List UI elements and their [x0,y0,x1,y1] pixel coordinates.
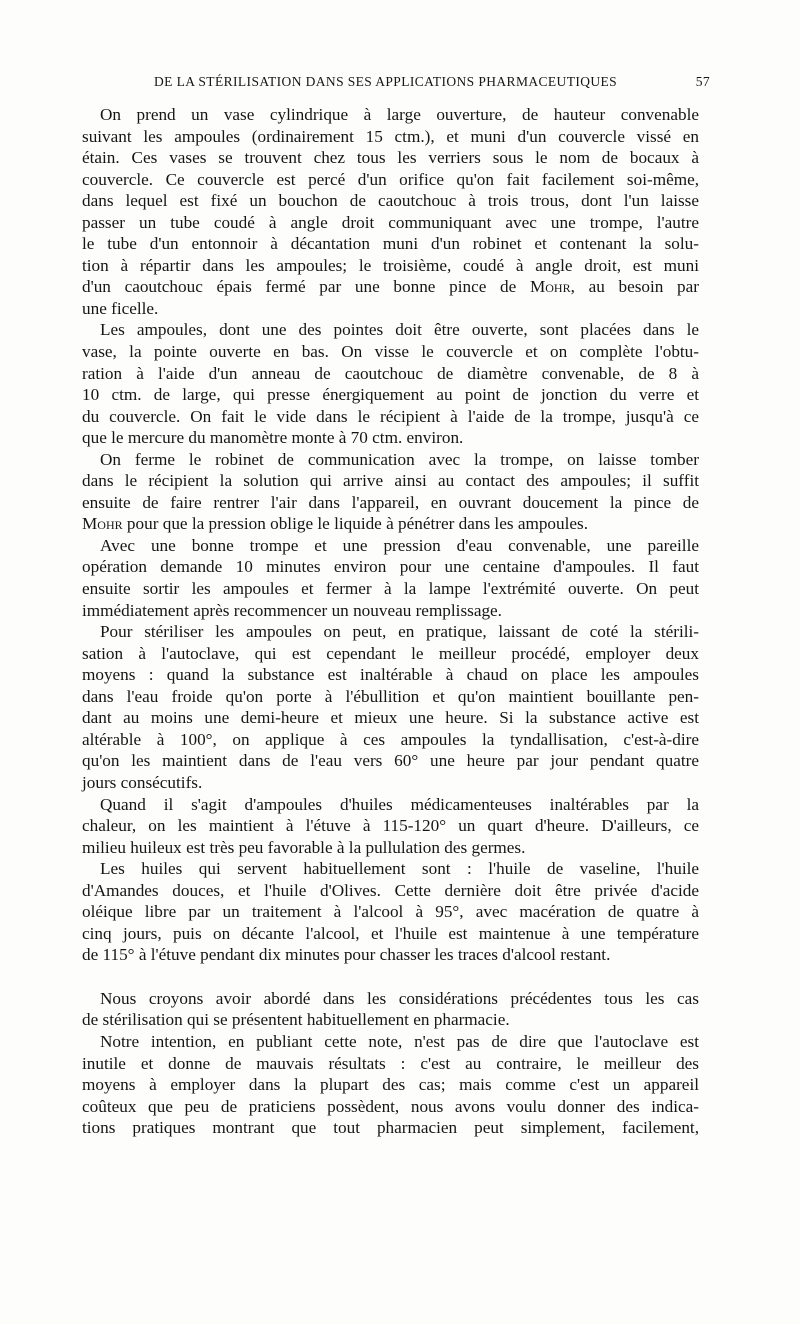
paragraph [82,104,699,319]
text-line: sation à l'autoclave, qui est cependant le meilleur procédé, employer deux [82,643,699,663]
text-line: tion à répartir dans les ampoules; le troisième, coudé à angle droit, est muni [82,255,699,275]
paragraph [82,794,699,859]
text-line: du couvercle. On fait le vide dans le récipient à l'aide de la trompe, jusqu'à ce [82,406,699,426]
paragraph [82,1031,699,1139]
text-line: immédiatement après recommencer un nouveau remplissage. [82,600,502,620]
paragraph [82,319,699,448]
text-line: ensuite sortir les ampoules et fermer à la lampe l'extrémité ouverte. On peut [82,579,699,599]
text-line: On prend un vase cylindrique à large ouverture, de hauteur convenable [100,105,699,124]
text-line: dant au moins une demi-heure et mieux une heure. Si la substance active est [82,708,699,728]
text-line: Notre intention, en publiant cette note, n'est pas de dire que l'autoclave est [100,1031,699,1051]
text-line: passer un tube coudé à angle droit communiquant avec une trompe, l'autre [82,212,699,232]
text-line: opération demande 10 minutes environ pour une centaine d'ampoules. Il faut [82,557,699,577]
paragraph [82,449,699,535]
text-line: jours consécutifs. [82,772,203,792]
text-line: que le mercure du manomètre monte à 70 ctm. environ. [82,428,464,448]
text-line: suivant les ampoules (ordinairement 15 ctm.), et muni d'un couvercle vissé en [82,126,699,146]
text-line: milieu huileux est très peu favorable à la pullulation des germes. [82,837,526,857]
text-line: ration à l'aide d'un anneau de caoutchouc de diamètre convenable, de 8 à [82,363,699,383]
text-line: Nous croyons avoir abordé dans les considérations précédentes tous les cas [100,988,699,1008]
section-break [82,966,699,988]
text-line: altérable à 100°, on applique à ces ampoules la tyndallisation, c'est-à-dire [82,729,699,749]
page-number: 57 [695,74,710,89]
text-line: 10 ctm. de large, qui presse énergiquement au point de jonction du verre et [82,385,699,405]
text-line: dans l'eau froide qu'on porte à l'ébullition et qu'on maintient bouillante pen- [82,686,699,706]
text-line: cinq jours, puis on décante l'alcool, et l'huile est maintenue à une température [82,923,699,943]
text-line: une ficelle. [82,298,159,318]
text-line: oléique libre par un traitement à l'alcool à 95°, avec macération de quatre à [82,902,699,922]
text-line: dans lequel est fixé un bouchon de caoutchouc à trois trous, dont l'un laisse [82,191,699,211]
paragraph [82,621,699,793]
text-line: Quand il s'agit d'ampoules d'huiles médicamenteuses inaltérables par la [100,794,699,814]
text-line: de 115° à l'étuve pendant dix minutes pour chasser les traces d'alcool restant. [82,945,611,965]
text-line: moyens : quand la substance est inaltérable à chaud on place les ampoules [82,665,699,685]
text-line: ensuite de faire rentrer l'air dans l'appareil, en ouvrant doucement la pince de [82,492,699,512]
text-line: étain. Ces vases se trouvent chez tous les verriers sous le nom de bocaux à [82,148,699,168]
text-line: le tube d'un entonnoir à décantation muni d'un robinet et contenant la solu- [82,234,699,254]
text-line: d'Amandes douces, et l'huile d'Olives. Cette dernière doit être privée d'acide [82,880,699,900]
text-line: chaleur, on les maintient à l'étuve à 115-120° un quart d'heure. D'ailleurs, ce [82,816,699,836]
text-line: Mohr pour que la pression oblige le liquide à pénétrer dans les ampoules. [82,514,588,534]
paragraph [82,858,699,966]
text-line: qu'on les maintient dans de l'eau vers 60° une heure par jour pendant quatre [82,751,699,771]
text-line: de stérilisation qui se présentent habituellement en pharmacie. [82,1010,510,1030]
text-line: coûteux que peu de praticiens possèdent, nous avons voulu donner des indica- [82,1096,699,1116]
text-line: vase, la pointe ouverte en bas. On visse le couvercle et on complète l'obtu- [82,342,699,362]
body-text [82,104,699,1139]
text-line: tions pratiques montrant que tout pharmacien peut simplement, facilement, [82,1118,699,1138]
text-line: On ferme le robinet de communication avec la trompe, on laisse tomber [100,449,699,469]
running-header [82,74,710,94]
paragraph [82,535,699,621]
text-line: Avec une bonne trompe et une pression d'eau convenable, une pareille [100,535,699,555]
text-line: d'un caoutchouc épais fermé par une bonne pince de Mohr, au besoin par [82,277,700,297]
paragraph [82,988,699,1031]
text-line: moyens à employer dans la plupart des cas; mais comme c'est un appareil [82,1075,699,1095]
text-line: Pour stériliser les ampoules on peut, en pratique, laissant de coté la stérili- [100,622,699,642]
text-line: Les huiles qui servent habituellement sont : l'huile de vaseline, l'huile [100,859,699,879]
text-line: Les ampoules, dont une des pointes doit être ouverte, sont placées dans le [100,320,699,340]
text-line: couvercle. Ce couvercle est percé d'un orifice qu'on fait facilement soi-même, [82,169,699,189]
text-line: inutile et donne de mauvais résultats : c'est au contraire, le meilleur des [82,1053,699,1073]
running-title: DE LA STÉRILISATION DANS SES APPLICATIONS PHARMACEUTIQUES [154,74,618,89]
text-line: dans le récipient la solution qui arrive ainsi au contact des ampoules; il suffit [82,471,699,491]
